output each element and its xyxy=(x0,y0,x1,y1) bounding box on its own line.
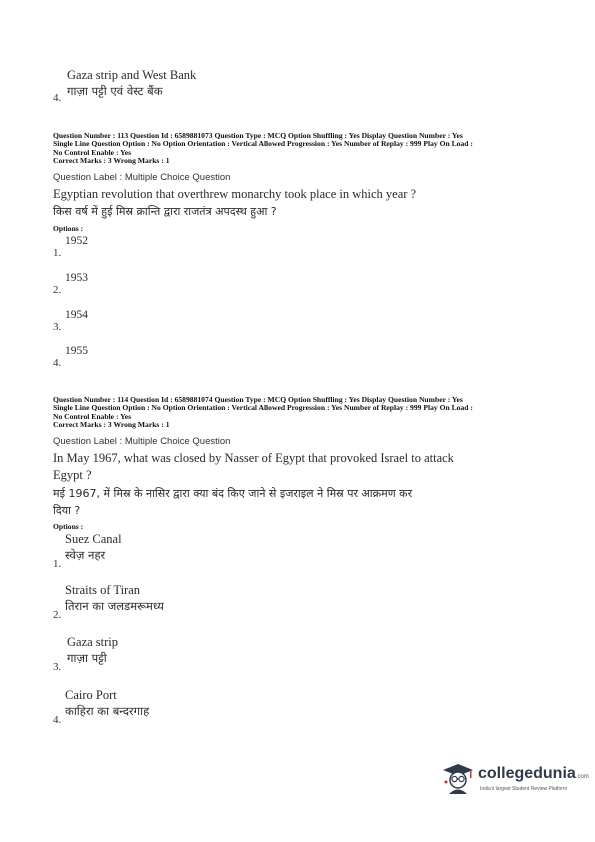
collegedunia-logo[interactable] xyxy=(440,760,590,800)
q114-option-hi: काहिरा का बन्दरगाह xyxy=(65,704,150,718)
q113-option-value: 1954 xyxy=(65,309,88,321)
graduate-mascot-icon xyxy=(440,760,476,796)
q114-text-en-1: In May 1967, what was closed by Nasser of Egypt that provoked Israel to attack xyxy=(53,451,454,465)
q114-option-number: 2. xyxy=(53,609,62,621)
q114-meta xyxy=(53,396,553,430)
q114-meta-line1: Question Number : 114 Question Id : 6589881074 Question Type : MCQ Option Shuffling : Yes Display Question Number : Yes xyxy=(53,395,463,404)
q114-marks: Correct Marks : 3 Wrong Marks : 1 xyxy=(53,420,170,430)
q113-text-en: Egyptian revolution that overthrew monarchy took place in which year ? xyxy=(53,187,417,201)
prev-option-hi: गाज़ा पट्टी एवं वेस्ट बैंक xyxy=(67,84,163,98)
q113-label: Question Label : Multiple Choice Question xyxy=(53,172,231,183)
q113-options-label: Options : xyxy=(53,224,84,233)
q114-option-number: 3. xyxy=(53,661,62,673)
q113-meta xyxy=(53,132,553,166)
q114-option-number: 4. xyxy=(53,714,62,726)
q114-option-hi: गाज़ा पट्टी xyxy=(67,651,107,665)
logo-suffix: .com xyxy=(575,774,589,780)
q114-option-en: Straits of Tiran xyxy=(65,583,141,597)
q113-option-value: 1955 xyxy=(65,345,88,357)
q114-label: Question Label : Multiple Choice Question xyxy=(53,436,231,447)
q114-option-number: 1. xyxy=(53,558,62,570)
q114-option-en: Suez Canal xyxy=(65,532,122,546)
q114-meta-line2: Single Line Question Option : No Option Orientation : Vertical Allowed Progression : Yes Number of Replay : 999 Play On Load : xyxy=(53,403,473,413)
q114-text-en-2: Egypt ? xyxy=(53,468,92,482)
prev-option-number: 4. xyxy=(53,92,62,104)
q114-options-label: Options : xyxy=(53,522,84,531)
q113-meta-line3: No Control Enable : Yes xyxy=(53,147,132,157)
q114-option-hi: स्वेज़ नहर xyxy=(65,548,106,562)
q113-option-value: 1953 xyxy=(65,272,88,284)
q113-option-number: 4. xyxy=(53,357,62,369)
logo-tagline: India's largest Student Review Platform xyxy=(480,786,568,792)
q114-option-hi: तिरान का जलडमरूमध्य xyxy=(65,599,164,613)
q113-option-value: 1952 xyxy=(65,235,88,247)
q113-marks: Correct Marks : 3 Wrong Marks : 1 xyxy=(53,156,170,166)
q113-option-number: 1. xyxy=(53,247,62,259)
q114-text-hi-1: मई 1967, में मिस्र के नासिर द्वारा क्या बंद किए जाने से इजराइल ने मिस्र पर आक्रमण कर xyxy=(53,487,413,500)
q114-option-en: Gaza strip xyxy=(67,635,119,649)
q114-meta-line3: No Control Enable : Yes xyxy=(53,411,132,421)
prev-option-en: Gaza strip and West Bank xyxy=(67,68,197,82)
q113-option-number: 3. xyxy=(53,321,62,333)
q114-text-hi-2: दिया ? xyxy=(53,504,81,517)
q113-option-number: 2. xyxy=(53,284,62,296)
q113-text-hi: किस वर्ष में हुई मिस्र क्रान्ति द्वारा राजतंत्र अपदस्थ हुआ ? xyxy=(53,205,277,218)
q113-meta-line1: Question Number : 113 Question Id : 6589881073 Question Type : MCQ Option Shuffling : Yes Display Question Number : Yes xyxy=(53,131,463,140)
logo-name: collegedunia xyxy=(478,765,576,782)
q114-option-en: Cairo Port xyxy=(65,688,117,702)
q113-meta-line2: Single Line Question Option : No Option Orientation : Vertical Allowed Progression : Yes Number of Replay : 999 Play On Load : xyxy=(53,139,473,149)
